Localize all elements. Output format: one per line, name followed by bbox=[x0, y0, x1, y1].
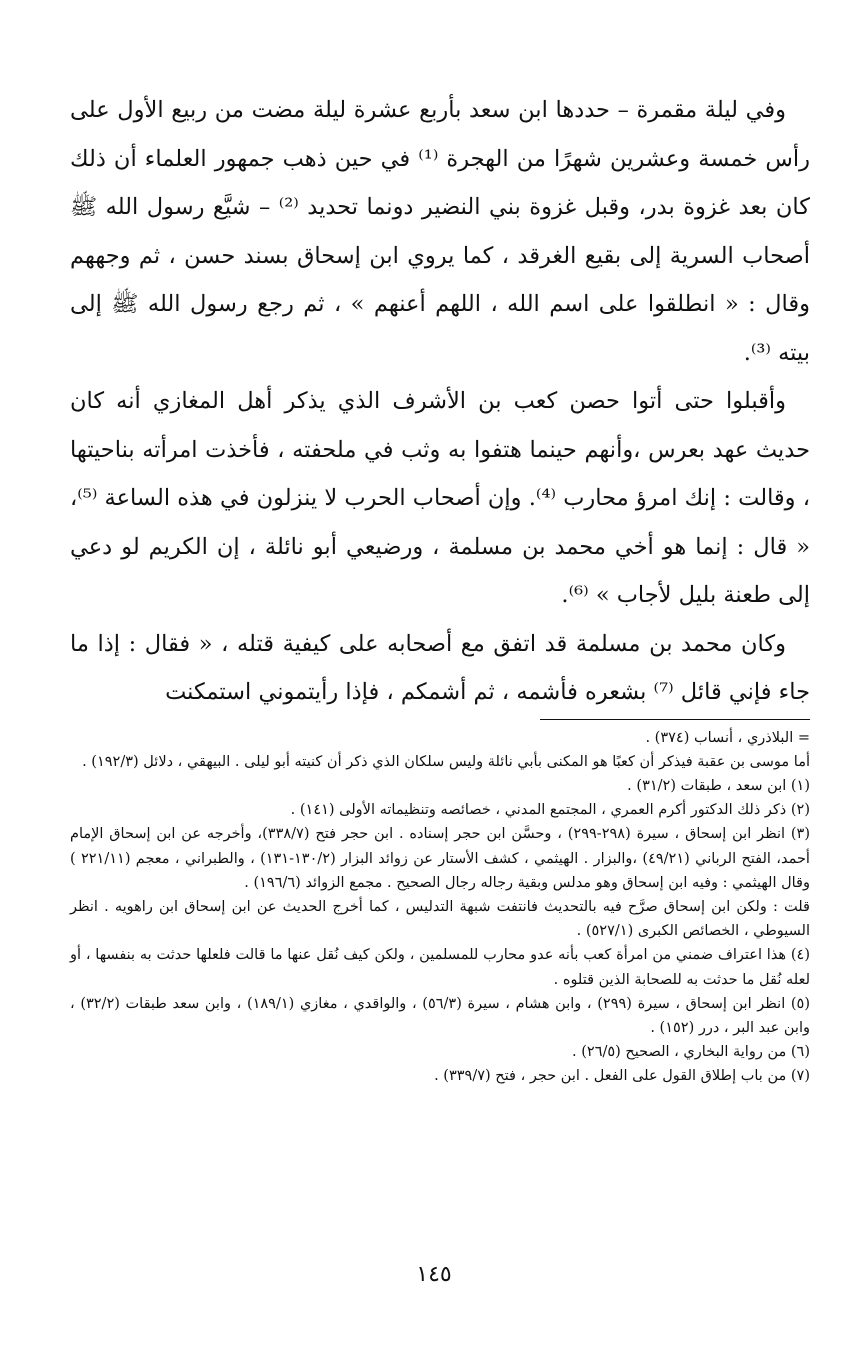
page-number: ١٤٥ bbox=[416, 1262, 452, 1287]
footnote-4: (٤) هذا اعتراف ضمني من امرأة كعب بأنه عدو محارب للمسلمين ، ولكن كيف نُقل عنها ما قالت فلعلها حدثت به بنفسها ، أو لعله نُقل ما حدثت به للصحابة الذين قتلوه . bbox=[70, 947, 810, 988]
footnote-3-note: قلت : ولكن ابن إسحاق صرَّح فيه بالتحديث فانتفت شبهة التدليس ، كما أخرج الحديث عن ابن إسحاق ابن راهويه . انظر السيوطي ، الخصائص الكبرى (٥٢٧/١) . bbox=[70, 898, 810, 940]
main-text bbox=[70, 86, 810, 717]
paragraph-3: وكان محمد بن مسلمة قد اتفق مع أصحابه على كيفية قتله ، « فقال : إذا ما جاء فإني قائل ⁽⁷⁾ بشعره فأشمه ، ثم أشمكم ، فإذا رأيتموني استمكنت bbox=[70, 630, 810, 705]
footnote-1: (١) ابن سعد ، طبقات (٣١/٢) . bbox=[627, 777, 810, 794]
page bbox=[70, 86, 810, 1089]
footnote-7: (٧) من باب إطلاق القول على الفعل . ابن حجر ، فتح (٣٣٩/٧) . bbox=[434, 1068, 810, 1085]
footnote-6: (٦) من رواية البخاري ، الصحيح (٢٦/٥) . bbox=[572, 1044, 810, 1061]
footnotes bbox=[70, 726, 810, 1089]
footnote-5: (٥) انظر ابن إسحاق ، سيرة (٢٩٩) ، وابن هشام ، سيرة (٥٦/٣) ، والواقدي ، مغازي (١٨٩/١) ، وابن سعد طبقات (٣٢/٢) ، وابن عبد البر ، درر (١٥٢) . bbox=[70, 995, 810, 1036]
footnote-2: (٢) ذكر ذلك الدكتور أكرم العمري ، المجتمع المدني ، خصائصه وتنظيماته الأولى (١٤١) . bbox=[290, 802, 810, 819]
footnote-continuation: = البلاذري ، أنساب (٣٧٤) . bbox=[645, 729, 810, 746]
footnote-3: (٣) انظر ابن إسحاق ، سيرة (٢٩٨-٢٩٩) ، وحسَّن ابن حجر إسناده . ابن حجر فتح (٣٣٨/٧)، وأخرجه عن ابن إسحاق الإمام أحمد، الفتح الرباني (٤٩/٢١) ،والبزار . الهيثمي ، كشف الأستار عن زوائد البزار (١٣٠/٢-١٣١) ، والطبراني ، معجم (٢٢١/١١ ) وقال الهيثمي : وفيه ابن إسحاق وهو مدلس وبقية رجاله رجال الصحيح . مجمع الزوائد (١٩٦/٦) . bbox=[70, 826, 811, 891]
paragraph-2: وأقبلوا حتى أتوا حصن كعب بن الأشرف الذي يذكر أهل المغازي أنه كان حديث عهد بعرس ،وأنهم حينما هتفوا به وثب في ملحفته ، فأخذت امرأته بناحيتها ، وقالت : إنك امرؤ محارب ⁽⁴⁾. وإن أصحاب الحرب لا ينزلون في هذه الساعة ⁽⁵⁾، « قال : إنما هو أخي محمد بن مسلمة ، ورضيعي أبو نائلة ، إن الكريم لو دعي إلى طعنة بليل لأجاب » ⁽⁶⁾. bbox=[70, 388, 811, 608]
footnote-continuation: أما موسى بن عقبة فيذكر أن كعبًا هو المكنى بأبي نائلة وليس سلكان الذي ذكر أن كنيته أبو ليلى . البيهقي ، دلائل (١٩٢/٣) . bbox=[82, 753, 810, 770]
paragraph-1: وفي ليلة مقمرة – حددها ابن سعد بأربع عشرة ليلة مضت من ربيع الأول على رأس خمسة وعشرين شهرًا من الهجرة ⁽¹⁾ في حين ذهب جمهور العلماء أن ذلك كان بعد غزوة بدر، وقبل غزوة بني النضير دونما تحديد ⁽²⁾ – شيَّع رسول الله ﷺ أصحاب السرية إلى بقيع الغرقد ، كما يروي ابن إسحاق بسند حسن ، ثم وجههم وقال : « انطلقوا على اسم الله ، اللهم أعنهم » ، ثم رجع رسول الله ﷺ إلى بيته ⁽³⁾. bbox=[70, 97, 811, 366]
footnote-divider bbox=[540, 719, 810, 720]
